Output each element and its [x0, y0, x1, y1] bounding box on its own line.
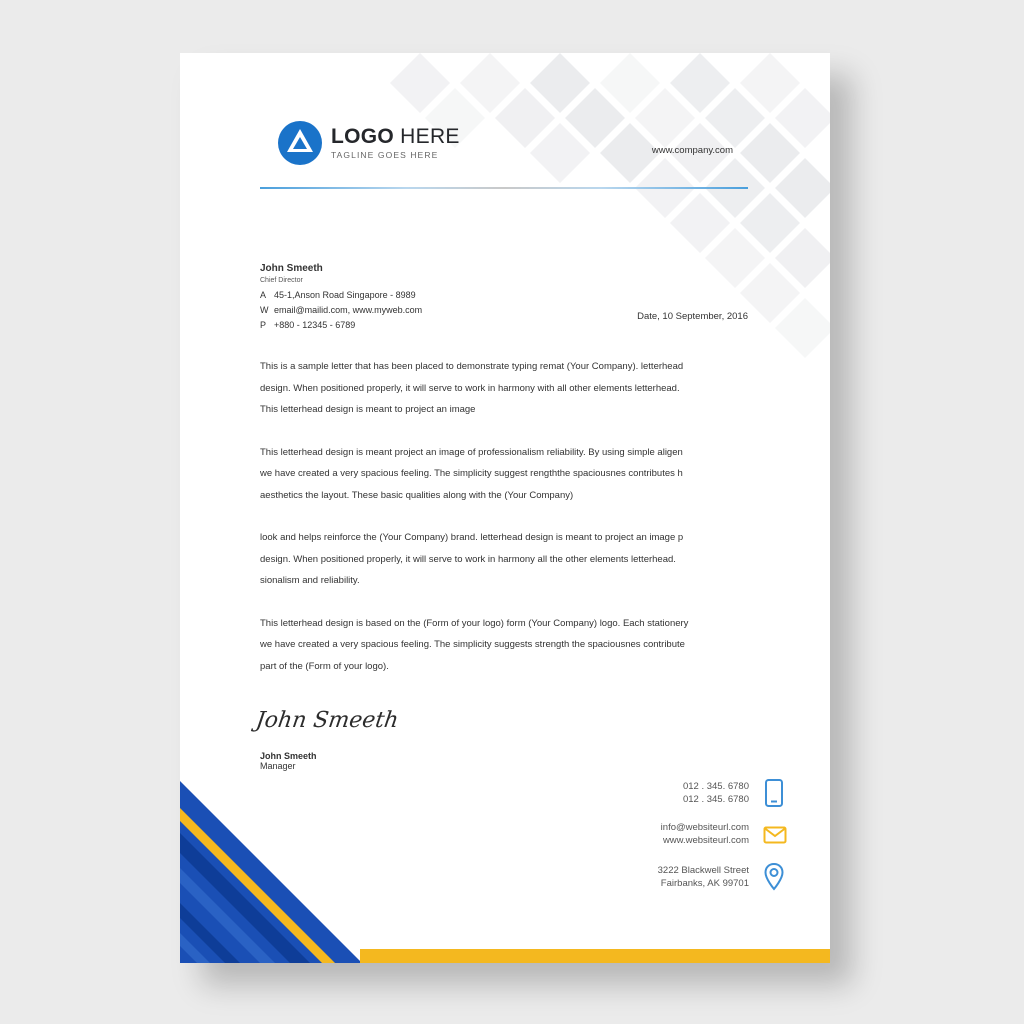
contact-emails: info@websiteurl.com www.websiteurl.com — [660, 822, 749, 846]
header-divider — [260, 187, 748, 189]
contact-address: 3222 Blackwell Street Fairbanks, AK 99701 — [657, 865, 749, 889]
paragraph-4: This letterhead design is based on the (Form of your logo) form (Your Company) logo. Each stationery we have created a very spacious feeling. The simplicity suggests strength the spaciousnes contribute part of the (Form of your logo). — [260, 617, 689, 672]
header-website: www.company.com — [651, 145, 733, 156]
logo-title: LOGO HERE — [331, 125, 460, 148]
bottom-accent-bar — [360, 949, 830, 963]
sender-phone: P +880 - 12345 - 6789 — [260, 320, 356, 330]
sender-address: A 45-1,Anson Road Singapore - 8989 — [260, 290, 416, 300]
letterhead-page — [180, 53, 830, 963]
letter-date: Date, 10 September, 2016 — [637, 311, 748, 322]
sender-title: Chief Director — [260, 277, 303, 284]
handwritten-signature: John Smeeth — [254, 708, 401, 733]
diamond-pattern — [360, 53, 830, 373]
logo-tagline: TAGLINE GOES HERE — [331, 150, 439, 160]
sender-web: W email@mailid.com, www.myweb.com — [260, 305, 423, 315]
corner-stripes-decoration — [180, 768, 830, 963]
company-logo — [276, 119, 460, 167]
contact-phones: 012 . 345. 6780 012 . 345. 6780 — [682, 781, 749, 805]
signer-role: Manager — [260, 761, 296, 771]
sender-name: John Smeeth — [260, 263, 323, 274]
paragraph-3: look and helps reinforce the (Your Company) brand. letterhead design is meant to project an image p design. When positioned properly, it will serve to work in harmony all the other elements letterhead. sionalism and reliability. — [260, 532, 684, 586]
signer-name: John Smeeth — [260, 751, 317, 761]
sender-block — [260, 263, 422, 335]
paragraph-2: This letterhead design is meant project an image of professionalism reliability. By using simple aligen we have created a very spacious feeling. The simplicity suggest rengththe spaciousnes contributes h aesthetics the layout. These basic qualities along with the (Your Company) — [260, 446, 683, 501]
triangle-logo-icon — [276, 119, 324, 167]
paragraph-1: This is a sample letter that has been placed to demonstrate typing remat (Your Company). letterhead design. When positioned properly, it will serve to work in harmony with all other elements letterhead. This letterhead design is meant to project an image — [260, 361, 684, 415]
letter-body — [260, 356, 750, 698]
